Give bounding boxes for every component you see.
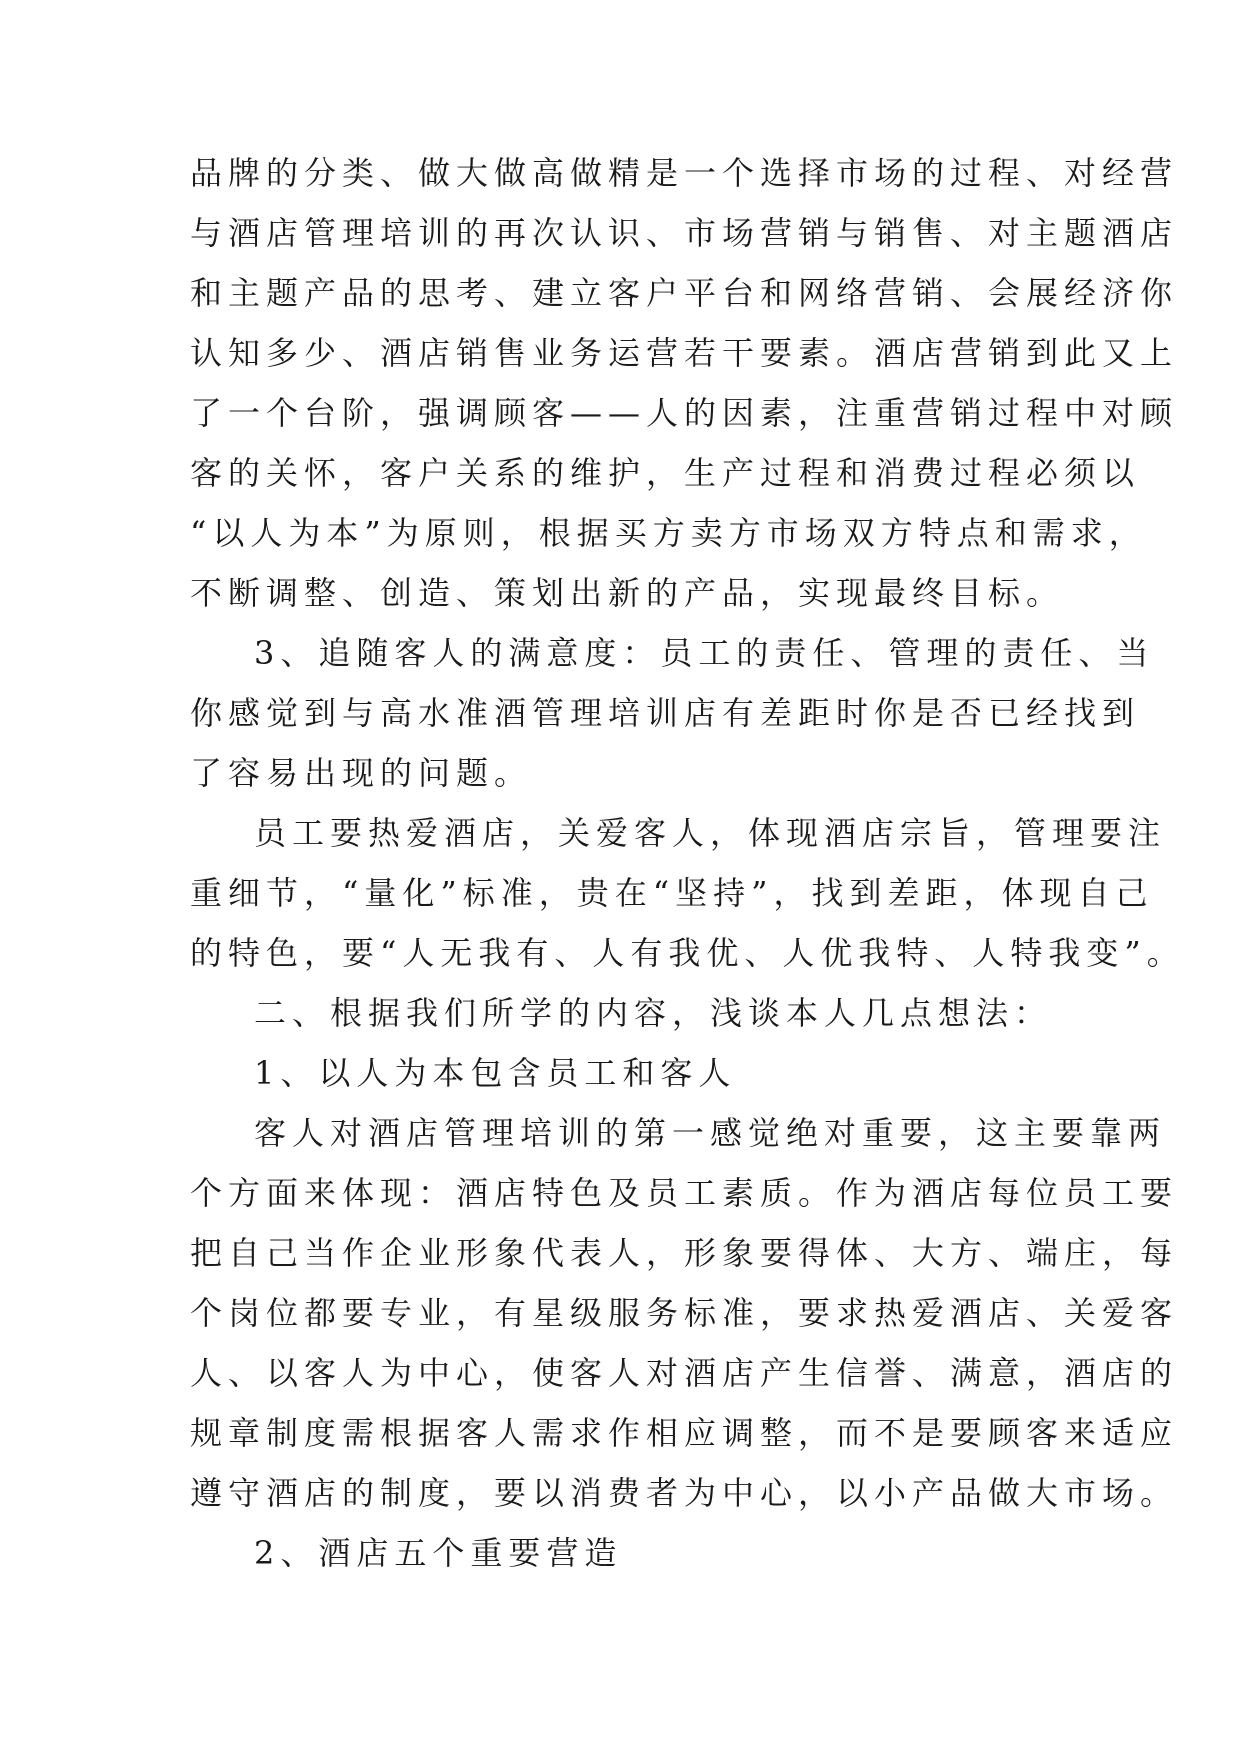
text-line: 认知多少、酒店销售业务运营若干要素。酒店营销到此又上 [190, 334, 1179, 372]
sub-heading-2: 2、酒店五个重要营造 [254, 1534, 623, 1572]
section-item-3: 3、追随客人的满意度：员工的责任、管理的责任、当 [254, 634, 1155, 672]
paragraph-start: 客人对酒店管理培训的第一感觉绝对重要，这主要靠两 [254, 1114, 1167, 1152]
section-heading-2: 二、根据我们所学的内容，浅谈本人几点想法： [254, 994, 1053, 1032]
text-line: 把自己当作企业形象代表人，形象要得体、大方、端庄，每 [190, 1234, 1179, 1272]
text-line: 遵守酒店的制度，要以消费者为中心，以小产品做大市场。 [190, 1474, 1179, 1512]
text-line: 不断调整、创造、策划出新的产品，实现最终目标。 [190, 574, 1065, 612]
text-line: 个岗位都要专业，有星级服务标准，要求热爱酒店、关爱客 [190, 1294, 1179, 1332]
sub-heading-1: 1、以人为本包含员工和客人 [254, 1054, 737, 1092]
text-line: 人、以客人为中心，使客人对酒店产生信誉、满意，酒店的 [190, 1354, 1179, 1392]
text-line: 客的关怀，客户关系的维护，生产过程和消费过程必须以 [190, 454, 1141, 492]
text-line: 个方面来体现：酒店特色及员工素质。作为酒店每位员工要 [190, 1174, 1179, 1212]
text-line: 重细节，“量化”标准，贵在“坚持”，找到差距，体现自己 [190, 874, 1154, 912]
text-line: 你感觉到与高水准酒管理培训店有差距时你是否已经找到 [190, 694, 1141, 732]
text-line: 与酒店管理培训的再次认识、市场营销与销售、对主题酒店 [190, 214, 1179, 252]
paragraph-start: 员工要热爱酒店，关爱客人，体现酒店宗旨，管理要注 [254, 814, 1167, 852]
text-line: 的特色，要“人无我有、人有我优、人优我特、人特我变”。 [190, 934, 1185, 972]
text-line: 规章制度需根据客人需求作相应调整，而不是要顾客来适应 [190, 1414, 1179, 1452]
body-text [190, 143, 1185, 1583]
text-line: 了一个台阶，强调顾客——人的因素，注重营销过程中对顾 [190, 394, 1179, 432]
text-line: “以人为本”为原则，根据买方卖方市场双方特点和需求， [190, 514, 1147, 552]
text-line: 和主题产品的思考、建立客户平台和网络营销、会展经济你 [190, 274, 1179, 312]
text-line: 品牌的分类、做大做高做精是一个选择市场的过程、对经营 [190, 154, 1179, 192]
text-line: 了容易出现的问题。 [190, 754, 533, 792]
